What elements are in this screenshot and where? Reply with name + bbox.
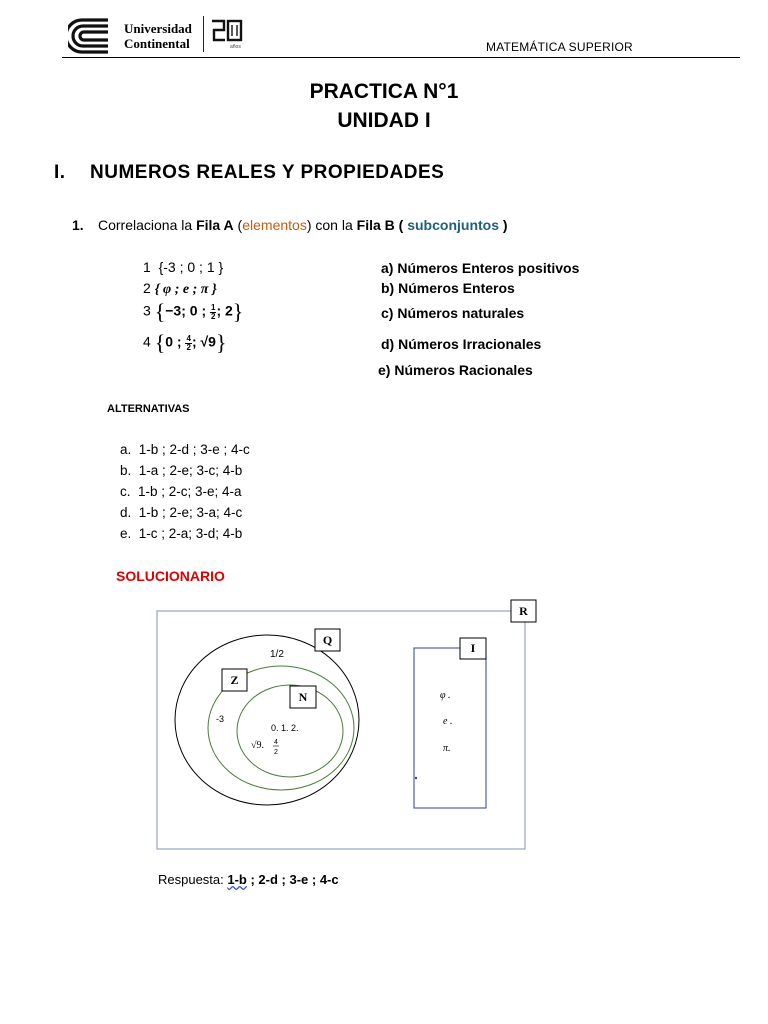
value-e: e . <box>443 716 453 727</box>
row-b-item-c: c) Números naturales <box>381 305 525 321</box>
subconjuntos-word: subconjuntos <box>407 217 499 233</box>
logo-caption: años <box>230 44 241 50</box>
page-subtitle: UNIDAD I <box>337 109 431 132</box>
question-text-2: ( <box>233 217 243 233</box>
row-a-item-4-frac-num: 4 <box>186 333 191 343</box>
question-text-1: Correlaciona la <box>98 217 197 233</box>
label-n: N <box>298 690 308 704</box>
university-name-line1: Universidad <box>124 21 192 36</box>
alternative-d: d. 1-b ; 2-e; 3-a; 4-c <box>120 505 243 520</box>
row-a-item-2 <box>143 280 217 298</box>
value-phi: φ . <box>440 690 451 701</box>
question-text-4: ( <box>394 217 408 233</box>
row-b-item-e: e) Números Racionales <box>378 362 533 378</box>
university-logo-icon <box>68 17 116 55</box>
answer-label: Respuesta: <box>158 872 228 887</box>
row-a-item-1-set: {-3 ; 0 ; 1 } <box>158 259 224 275</box>
alternative-b: b. 1-a ; 2-e; 3-c; 4-b <box>120 463 243 478</box>
row-a-item-3-num: 3 <box>143 302 151 319</box>
row-a-item-4: 4 {0 ; $\frac{4}{2}$; √9} <box>143 330 227 355</box>
row-a-item-2-set: { φ ; e ; π } <box>154 282 217 297</box>
label-q: Q <box>322 633 333 647</box>
anniversary-20-logo-icon <box>210 18 244 44</box>
value-naturals: 0. 1. 2. <box>271 723 299 733</box>
section-heading <box>54 162 444 184</box>
alternatives-heading: ALTERNATIVAS <box>107 403 190 415</box>
question-text-5: ) <box>499 217 508 233</box>
irrationals-rect <box>414 648 486 808</box>
fila-b-label: Fila B <box>356 217 395 233</box>
row-a-item-3-part1: −3; 0 ; <box>165 302 207 319</box>
university-name <box>124 21 192 51</box>
section-title: NUMEROS REALES Y PROPIEDADES <box>90 162 445 183</box>
page-title: PRACTICA N°1 <box>309 80 459 103</box>
alternative-e: e. 1-c ; 2-a; 3-d; 4-b <box>120 526 243 541</box>
row-a-item-3: 3 {−3; 0 ; $\frac{1}{2}$; 2} <box>143 299 244 324</box>
row-a-item-4-part2: ; √9 <box>191 333 216 350</box>
rationals-circle <box>175 635 359 805</box>
row-a-item-1-num: 1 <box>143 259 151 275</box>
row-a-item-4-part1: 0 ; <box>165 333 182 350</box>
header-divider <box>62 57 740 58</box>
university-name-line2: Continental <box>124 36 190 51</box>
row-b-item-d: d) Números Irracionales <box>381 336 542 352</box>
row-a-item-4-num: 4 <box>143 333 151 350</box>
answer-part-a: 1-b <box>227 872 247 887</box>
value-frac-den: 2 <box>274 749 278 756</box>
logo-divider <box>203 16 204 52</box>
label-z: Z <box>230 673 239 687</box>
question-number: 1. <box>72 217 84 233</box>
value-sqrt9: √9. <box>251 740 264 751</box>
row-a-item-4-frac-den: 2 <box>186 342 191 352</box>
answer-line <box>158 872 339 887</box>
row-b-item-a: a) Números Enteros positivos <box>381 260 580 276</box>
label-r: R <box>519 604 528 618</box>
row-a-item-3-frac-num: 1 <box>211 302 216 312</box>
row-b-item-b: b) Números Enteros <box>381 280 515 296</box>
row-a-item-3-frac-den: 2 <box>211 311 216 321</box>
value-half: 1/2 <box>270 649 284 660</box>
answer-part-b: ; 2-d ; 3-e ; 4-c <box>246 872 339 887</box>
elementos-word: elementos <box>242 217 307 233</box>
row-a-item-3-part2: ; 2 <box>216 302 233 319</box>
alternative-c: c. 1-b ; 2-c; 3-e; 4-a <box>120 484 242 499</box>
value-frac-num: 4 <box>274 739 278 746</box>
course-name: MATEMÁTICA SUPERIOR <box>486 40 633 54</box>
label-i: I <box>470 641 476 655</box>
number-sets-diagram <box>150 595 545 857</box>
value-minus3: -3 <box>216 714 225 724</box>
alternative-a: a. 1-b ; 2-d ; 3-e ; 4-c <box>120 442 250 457</box>
question-text-3: ) con la <box>306 217 357 233</box>
value-pi: π. <box>443 743 451 754</box>
row-a-item-1 <box>143 259 223 275</box>
fila-a-label: Fila A <box>196 217 234 233</box>
section-number: I. <box>54 162 66 183</box>
row-a-item-2-num: 2 <box>143 280 151 296</box>
solucionario-heading: SOLUCIONARIO <box>116 568 225 584</box>
question-1 <box>72 217 508 233</box>
